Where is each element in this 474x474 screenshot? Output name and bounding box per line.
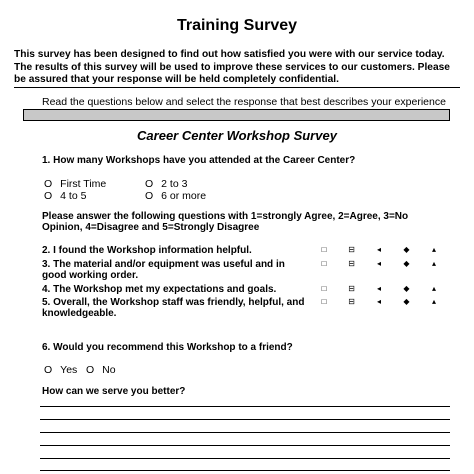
rating-options-q3: [318, 259, 440, 268]
q1-option-6-or-more[interactable]: [145, 190, 206, 202]
radio-circle-icon[interactable]: O: [86, 364, 95, 376]
rating-1-box-icon[interactable]: □: [321, 259, 327, 268]
rating-2-box-icon[interactable]: ⊟: [348, 284, 355, 293]
question-1: 1. How many Workshops have you attended at the Career Center?: [42, 155, 356, 166]
rating-3-arrow-icon[interactable]: ◂: [376, 245, 381, 254]
instruction-text: Read the questions below and select the response that best describes your experience: [42, 96, 446, 108]
answer-line[interactable]: [40, 406, 450, 407]
option-label: Yes: [60, 364, 78, 376]
radio-circle-icon[interactable]: O: [44, 364, 53, 376]
answer-line[interactable]: [40, 470, 450, 471]
grey-bar: [23, 109, 450, 121]
answer-line[interactable]: [40, 419, 450, 420]
rating-3-arrow-icon[interactable]: ◂: [376, 297, 381, 306]
question-6: 6. Would you recommend this Workshop to a friend?: [42, 342, 293, 353]
option-label: 4 to 5: [60, 190, 87, 202]
radio-circle-icon[interactable]: O: [145, 178, 154, 190]
rating-3-arrow-icon[interactable]: ◂: [376, 259, 381, 268]
q6-option-no[interactable]: [86, 364, 116, 376]
rating-4-diamond-icon[interactable]: ◆: [403, 297, 410, 306]
rating-options-q4: [318, 284, 440, 293]
answer-line[interactable]: [40, 458, 450, 459]
q1-option-first-time[interactable]: [44, 178, 106, 190]
rating-2-box-icon[interactable]: ⊟: [348, 259, 355, 268]
answer-line[interactable]: [40, 432, 450, 433]
rating-4-diamond-icon[interactable]: ◆: [403, 259, 410, 268]
option-label: No: [102, 364, 116, 376]
rating-4-diamond-icon[interactable]: ◆: [403, 284, 410, 293]
option-label: 6 or more: [161, 190, 207, 202]
divider: [14, 87, 460, 88]
option-label: First Time: [60, 178, 107, 190]
answer-line[interactable]: [40, 445, 450, 446]
rating-5-triangle-icon[interactable]: ▴: [431, 284, 436, 293]
rating-1-box-icon[interactable]: □: [321, 245, 327, 254]
q1-option-4-to-5[interactable]: [44, 190, 86, 202]
rating-5-triangle-icon[interactable]: ▴: [431, 259, 436, 268]
rating-question-2: 2. I found the Workshop information helpful.: [42, 245, 252, 256]
radio-circle-icon[interactable]: O: [44, 190, 53, 202]
rating-5-triangle-icon[interactable]: ▴: [431, 297, 436, 306]
rating-2-box-icon[interactable]: ⊟: [348, 245, 355, 254]
rating-1-box-icon[interactable]: □: [321, 297, 327, 306]
rating-options-q5: [318, 297, 440, 306]
question-7: How can we serve you better?: [42, 386, 186, 397]
rating-question-4: 4. The Workshop met my expectations and goals.: [42, 284, 277, 295]
option-label: 2 to 3: [161, 178, 188, 190]
q1-option-2-to-3[interactable]: [145, 178, 187, 190]
rating-1-box-icon[interactable]: □: [321, 284, 327, 293]
survey-title: Training Survey: [176, 17, 298, 34]
radio-circle-icon[interactable]: O: [44, 178, 53, 190]
rating-options-q2: [318, 245, 440, 254]
rating-2-box-icon[interactable]: ⊟: [348, 297, 355, 306]
intro-paragraph: This survey has been designed to find out how satisfied you were with our service today. The results of this survey will be used to improve these services to our customers. Please be assured that your response will be held completely confidential.: [14, 49, 450, 86]
rating-3-arrow-icon[interactable]: ◂: [376, 284, 381, 293]
survey-subtitle: Career Center Workshop Survey: [137, 128, 337, 143]
rating-question-3: 3. The material and/or equipment was useful and in good working order.: [42, 259, 285, 281]
radio-circle-icon[interactable]: O: [145, 190, 154, 202]
q6-option-yes[interactable]: [44, 364, 77, 376]
rating-4-diamond-icon[interactable]: ◆: [403, 245, 410, 254]
rating-5-triangle-icon[interactable]: ▴: [431, 245, 436, 254]
scale-instruction: Please answer the following questions with 1=strongly Agree, 2=Agree, 3=No Opinion, 4=Disagree and 5=Strongly Disagree: [42, 211, 409, 233]
rating-question-5: 5. Overall, the Workshop staff was friendly, helpful, and knowledgeable.: [42, 297, 305, 319]
